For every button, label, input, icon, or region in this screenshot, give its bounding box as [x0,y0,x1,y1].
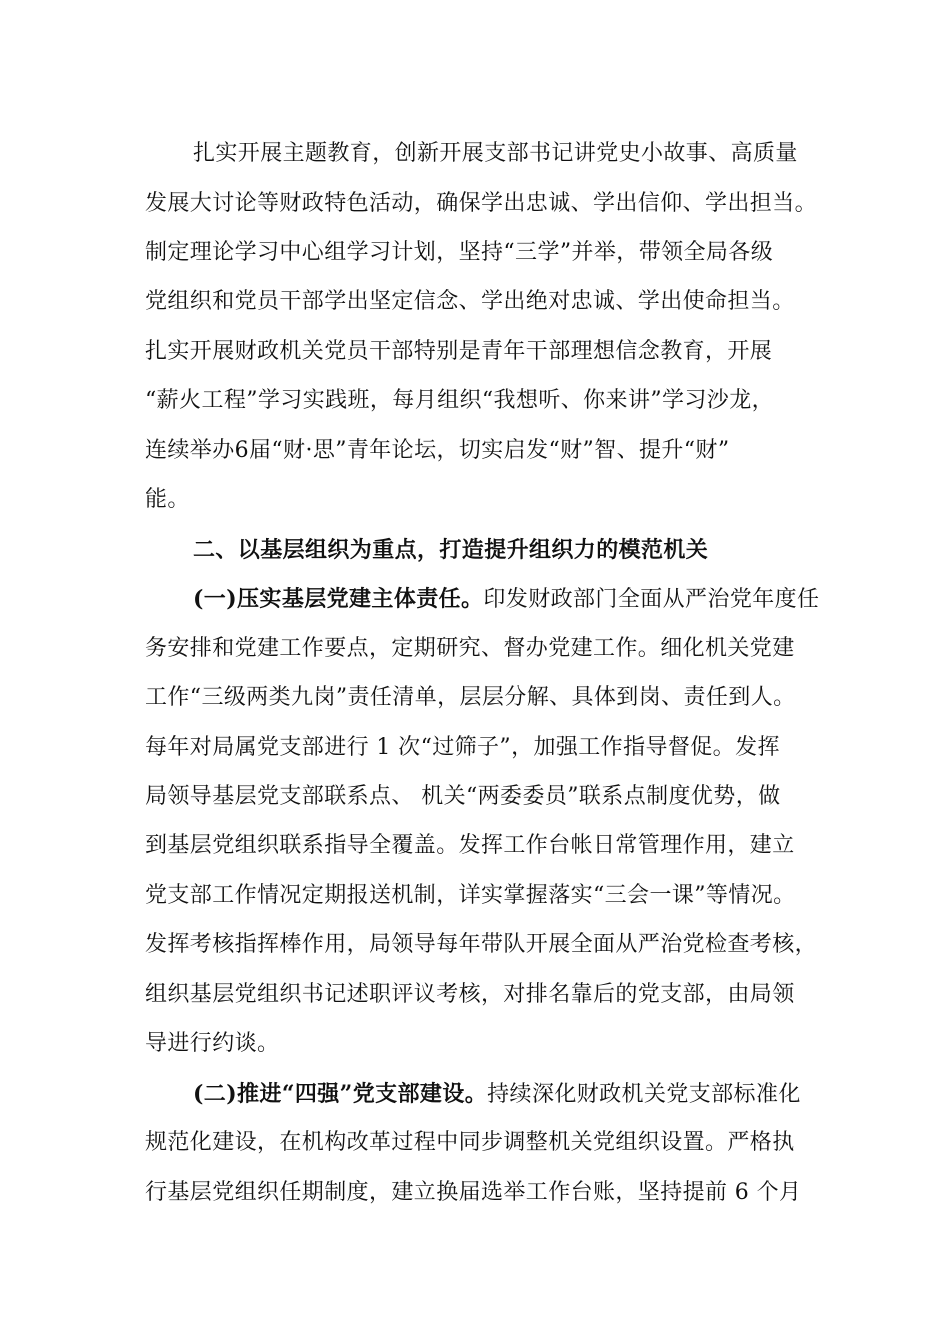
subsection-lead: (二)推进“四强”党支部建设。 [193,1081,488,1107]
paragraph-line: 制定理论学习中心组学习计划，坚持“三学”并举，带领全局各级 [145,240,774,265]
section-heading: 二、以基层组织为重点，打造提升组织力的模范机关 [193,537,709,563]
paragraph-line: 党组织和党员干部学出坚定信念、学出绝对忠诚、学出使命担当。 [145,289,795,314]
paragraph-line: 扎实开展财政机关党员干部特别是青年干部理想信念教育，开展 [145,339,773,364]
subsection-lead: (一)压实基层党建主体责任。 [193,586,484,612]
paragraph-line: 扎实开展主题教育，创新开展支部书记讲党史小故事、高质量 [193,141,798,166]
paragraph-line: 组织基层党组织书记述职评议考核，对排名靠后的党支部，由局领 [145,982,795,1007]
paragraph-line: 行基层党组织任期制度，建立换届选举工作台账，坚持提前 6 个月 [145,1180,802,1205]
paragraph-first-line [193,1079,883,1110]
paragraph-line: 局领导基层党支部联系点、 机关“两委委员”联系点制度优势，做 [145,784,781,809]
paragraph-first-line [193,584,883,615]
paragraph-line: 发挥考核指挥棒作用，局领导每年带队开展全面从严治党检查考核， [145,932,818,957]
paragraph-line: 导进行约谈。 [145,1031,280,1056]
paragraph-line: 发展大讨论等财政特色活动，确保学出忠诚、学出信仰、学出担当。 [145,191,818,216]
paragraph-line: 到基层党组织联系指导全覆盖。发挥工作台帐日常管理作用，建立 [145,833,795,858]
paragraph-line: 每年对局属党支部进行 1 次“过筛子”，加强工作指导督促。发挥 [145,735,780,760]
paragraph-line: 党支部工作情况定期报送机制，详实掌握落实“三会一课”等情况。 [145,883,796,908]
paragraph-line: 规范化建设，在机构改革过程中同步调整机关党组织设置。严格执 [145,1130,795,1155]
paragraph-line: 工作“三级两类九岗”责任清单，层层分解、具体到岗、责任到人。 [145,685,796,710]
paragraph-line-text: 印发财政部门全面从严治党年度任 [483,587,820,612]
paragraph-line: 能。 [145,487,190,512]
paragraph-line: 连续举办6届“财·思”青年论坛，切实启发“财”智、提升“财” [145,438,730,463]
paragraph-line: 务安排和党建工作要点，定期研究、督办党建工作。细化机关党建 [145,636,795,661]
paragraph-line-text: 持续深化财政机关党支部标准化 [487,1082,801,1107]
paragraph-line: “薪火工程”学习实践班，每月组织“我想听、你来讲”学习沙龙， [145,388,774,413]
